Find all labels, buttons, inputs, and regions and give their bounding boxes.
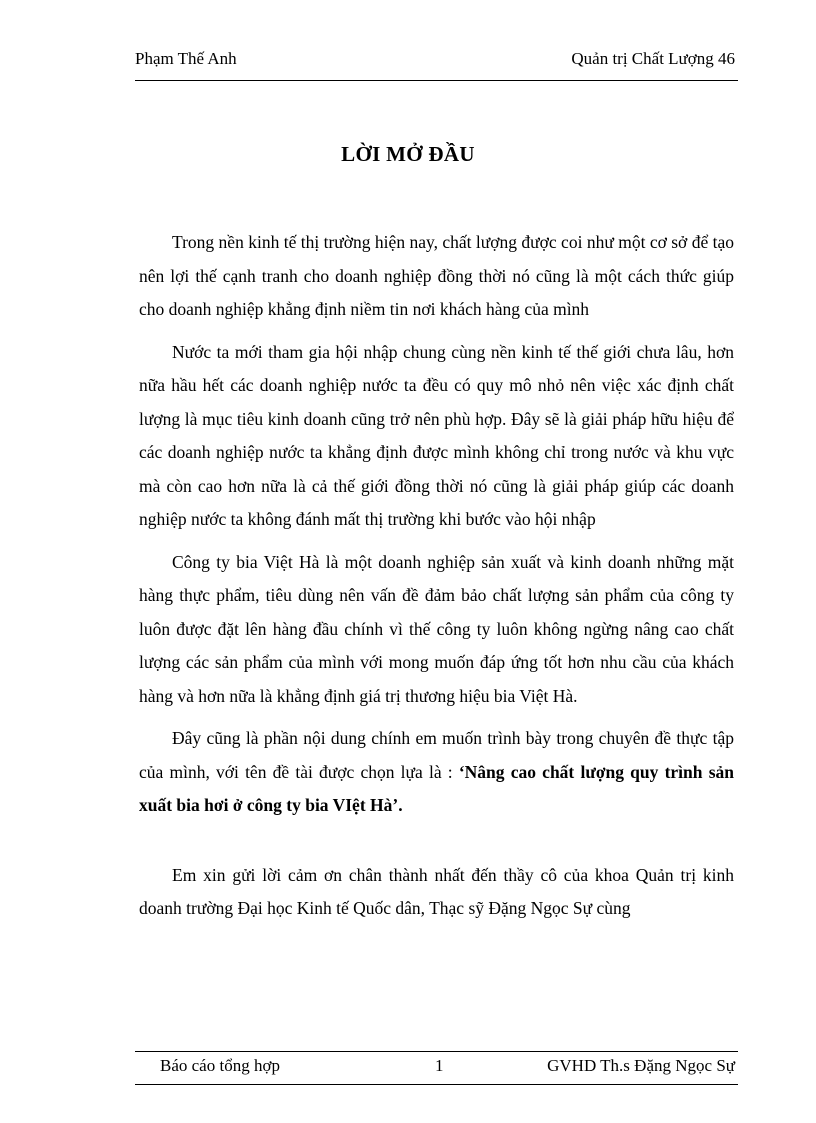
page-footer	[135, 1056, 738, 1080]
footer-doc-type: Báo cáo tổng hợp	[160, 1056, 280, 1075]
paragraph-topic	[139, 722, 734, 823]
footer-divider-bottom	[135, 1084, 738, 1085]
topic-title: ‘Nâng cao chất lượng quy trình sản xuất bia hơi ở công ty bia VIệt Hà’.	[139, 761, 734, 815]
paragraph-1: Trong nền kinh tế thị trường hiện nay, chất lượng được coi như một cơ sở để tạo nên lợi thế cạnh tranh cho doanh nghiệp đồng thời nó cũng là một cách thức giúp cho doanh nghiệp khẳng định niềm tin nơi khách hàng của mình	[139, 232, 734, 319]
document-body	[139, 226, 734, 935]
paragraph-2: Nước ta mới tham gia hội nhập chung cùng nền kinh tế thế giới chưa lâu, hơn nữa hầu hết các doanh nghiệp nước ta đều có quy mô nhỏ nên việc xác định chất lượng là mục tiêu kinh doanh cũng trở nên phù hợp. Đây sẽ là giải pháp hữu hiệu để các doanh nghiệp nước ta khẳng định được mình không chỉ trong nước và khu vực mà còn cao hơn nữa là cả thế giới đồng thời nó cũng là giải pháp giúp các doanh nghiệp nước ta không đánh mất thị trường khi bước vào hội nhập	[139, 341, 734, 529]
header-class-name: Quản trị Chất Lượng 46	[571, 49, 735, 68]
page-title: LỜI MỞ ĐẦU	[341, 142, 475, 166]
header-author: Phạm Thế Anh	[135, 49, 237, 68]
topic-intro: Đây cũng là phần nội dung chính em muốn trình bày trong chuyên đề thực tập của mình, với tên đề tài được chọn lựa là :	[139, 728, 734, 782]
footer-supervisor: GVHD Th.s Đặng Ngọc Sự	[547, 1056, 735, 1075]
page-number: 1	[435, 1056, 444, 1075]
page-header	[135, 49, 738, 71]
paragraph-thanks: Em xin gửi lời cảm ơn chân thành nhất đến thầy cô của khoa Quản trị kinh doanh trường Đại học Kinh tế Quốc dân, Thạc sỹ Đặng Ngọc Sự cùng	[139, 864, 734, 918]
header-divider	[135, 80, 738, 81]
paragraph-3: Công ty bia Việt Hà là một doanh nghiệp sản xuất và kinh doanh những mặt hàng thực phẩm, tiêu dùng nên vấn đề đảm bảo chất lượng sản phẩm của công ty luôn được đặt lên hàng đầu chính vì thế công ty luôn không ngừng nâng cao chất lượng các sản phẩm của mình với mong muốn đáp ứng tốt hơn nhu cầu của khách hàng và hơn nữa là khẳng định giá trị thương hiệu bia Việt Hà.	[139, 551, 734, 706]
footer-divider-top	[135, 1051, 738, 1052]
